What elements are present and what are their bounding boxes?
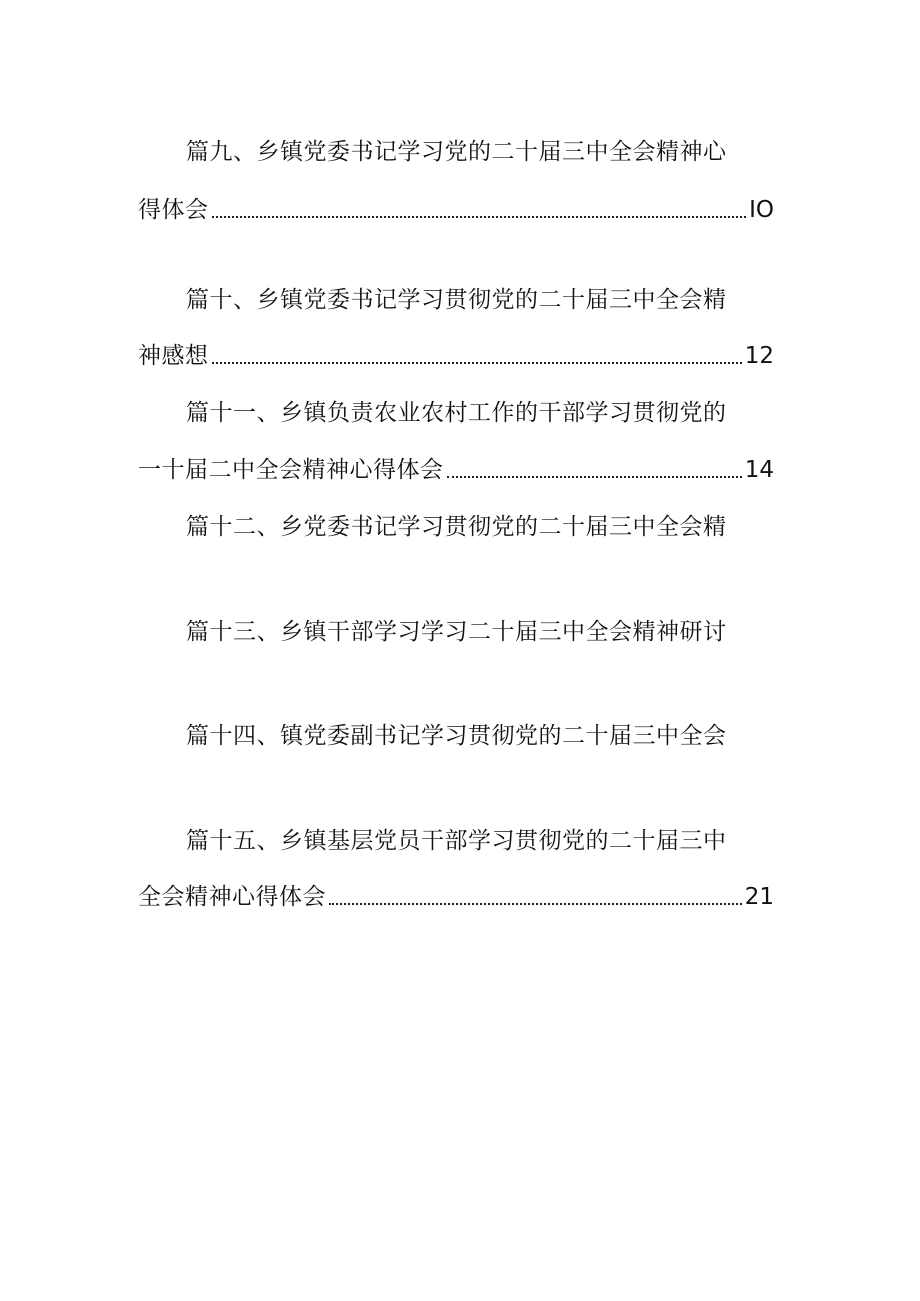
toc-entry-10-page: 12	[744, 343, 774, 369]
toc-entry-15-title-end: 全会精神心得体会	[138, 884, 326, 910]
toc-entry-9-continuation	[138, 195, 774, 225]
dot-leader	[212, 216, 747, 218]
dot-leader	[212, 362, 742, 364]
toc-entry-9-title: 篇九、乡镇党委书记学习党的二十届三中全会精神心	[186, 139, 727, 165]
toc-entry-15-page: 21	[744, 884, 774, 910]
toc-entry-11-page: 14	[744, 457, 774, 483]
toc-entry-10-continuation	[138, 341, 774, 371]
dot-leader	[329, 903, 742, 905]
toc-entry-10-title-end: 神感想	[138, 343, 209, 369]
toc-entry-9-title-end: 得体会	[138, 197, 209, 223]
toc-entry-13-title: 篇十三、乡镇干部学习学习二十届三中全会精神研讨	[186, 619, 727, 645]
toc-entry-15-continuation	[138, 882, 774, 912]
toc-entry-14-title: 篇十四、镇党委副书记学习贯彻党的二十届三中全会	[186, 723, 727, 749]
toc-entry-9-page: IO	[749, 197, 774, 223]
dot-leader	[447, 476, 742, 478]
toc-entry-11-continuation	[138, 455, 774, 485]
toc-entry-10-title: 篇十、乡镇党委书记学习贯彻党的二十届三中全会精	[186, 287, 727, 313]
toc-entry-15-title: 篇十五、乡镇基层党员干部学习贯彻党的二十届三中	[186, 828, 727, 854]
toc-entry-11-title-end: 一十届二中全会精神心得体会	[138, 457, 444, 483]
toc-entry-11-title: 篇十一、乡镇负责农业农村工作的干部学习贯彻党的	[186, 400, 727, 426]
toc-entry-12-title: 篇十二、乡党委书记学习贯彻党的二十届三中全会精	[186, 514, 727, 540]
